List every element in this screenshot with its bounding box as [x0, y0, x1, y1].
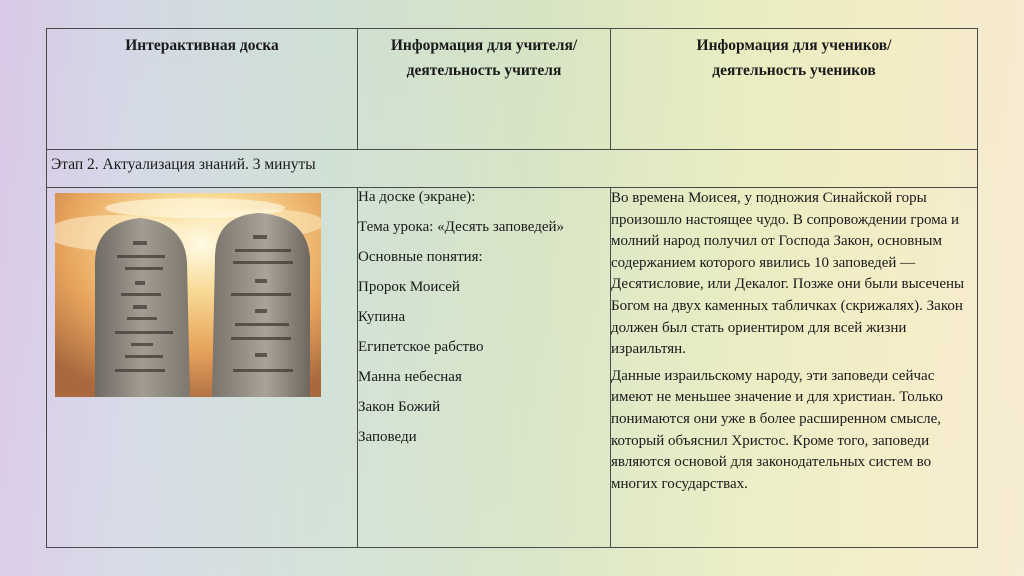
lesson-plan-table [46, 28, 978, 548]
teacher-item: Купина [358, 309, 406, 325]
header-pupils-info [611, 29, 978, 150]
header-line: деятельность учителя [406, 62, 562, 79]
header-interactive-board [47, 29, 358, 150]
teacher-cell [358, 188, 611, 548]
teacher-item: На доске (экране): [358, 189, 476, 205]
teacher-item: Заповеди [358, 429, 417, 445]
stage-title: Этап 2. Актуализация знаний. 3 минуты [47, 150, 978, 188]
header-line: Информация для учителя/ [390, 37, 578, 54]
pupils-paragraph: Данные израильскому народу, эти заповеди сейчас имеют не меньшее значение и для христиан. Только понимаются они уже в более расширенном смысле, который объяснил Христос. Кроме того, заповеди являются основой для законодательных систем во многих государствах. [611, 367, 943, 492]
teacher-item: Основные понятия: [358, 249, 483, 265]
header-line: деятельность учеников [712, 62, 876, 79]
content-row [47, 188, 978, 548]
header-teacher-info [358, 29, 611, 150]
teacher-item: Закон Божий [358, 399, 441, 415]
stone-tablets-image [55, 193, 321, 397]
teacher-item: Манна небесная [358, 369, 462, 385]
header-line: Информация для учеников/ [696, 37, 892, 54]
teacher-item: Египетское рабство [358, 339, 484, 355]
teacher-item: Тема урока: «Десять заповедей» [358, 219, 565, 235]
teacher-item: Пророк Моисей [358, 279, 460, 295]
header-row [47, 29, 978, 150]
pupils-paragraph: Во времена Моисея, у подножия Синайской горы произошло настоящее чудо. В сопровождении грома и молний народ получил от Господа Закон, основным содержанием которого явились 10 заповедей — Десятисловие, или Декалог. Позже они были высечены Богом на двух каменных табличках (скрижалях). Закон должен был стать ориентиром для всей жизни израильтян. [611, 190, 965, 358]
stage-row [47, 150, 978, 188]
header-line: Интерактивная доска [125, 37, 279, 54]
pupils-cell [611, 188, 978, 548]
board-cell [47, 188, 358, 548]
